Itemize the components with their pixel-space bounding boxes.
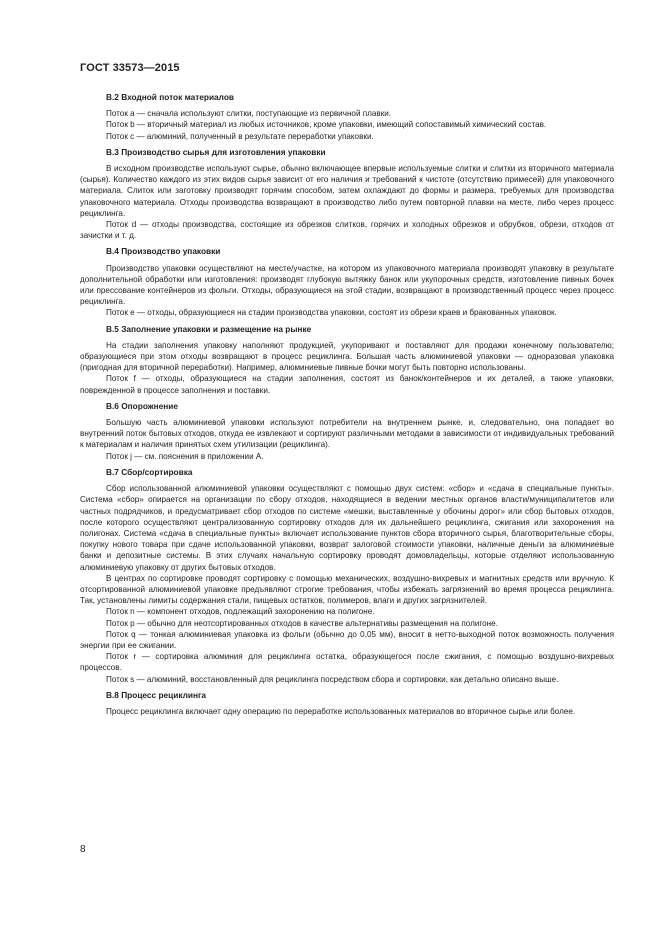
paragraph: В центрах по сортировке проводят сортировку с помощью механических, воздушно-вихревых и магнитных средств или вручную. К отсортированной алюминиевой упаковке предъявляют строгие требования, чтобы избежать загрязнений во время процесса рециклинга. Так, установлены лимиты содержания стали, пищевых остатков, полимеров, влаги и других загрязнителей. <box>80 573 614 606</box>
section-heading: В.4 Производство упаковки <box>106 246 221 257</box>
section-v8 <box>80 690 614 717</box>
paragraph: В исходном производстве используют сырье, обычно включающее впервые используемые слитки и слитки из вторичного материала (сырья). Количество каждого из этих видов сырья зависит от его наличия и требований к чистоте (отсутствию примесей) для упаковочного материала. Слиток или заготовку производят горячим способом, затем охлаждают до формы и размера, требуемых для производства упаковочного материала. Отходы производства возвращают в производство либо путем повторной плавки на месте, либо через процесс рециклинга. <box>80 164 614 218</box>
paragraph: Большую часть алюминиевой упаковки используют потребители на внутреннем рынке, и, следовательно, она попадает во внутренний поток бытовых отходов, откуда ее извлекают и сортируют различными методами в зависимости от индивидуальных требований к материалам и наличия принятых схем утилизации (рециклинга). <box>80 418 614 450</box>
paragraph: Поток c — алюминий, полученный в результате переработки упаковки. <box>106 131 374 141</box>
paragraph: Поток s — алюминий, восстановленный для рециклинга посредством сбора и сортировки, как детально описано выше. <box>106 674 559 684</box>
page-number: 8 <box>80 844 86 855</box>
document-body <box>80 92 614 722</box>
section-v4 <box>80 246 614 318</box>
section-heading: В.6 Опорожнение <box>106 400 179 411</box>
paragraph: Поток n — компонент отходов, подлежащий захоронению на полигоне. <box>106 607 375 617</box>
section-v6 <box>80 401 614 462</box>
paragraph: Поток f — отходы, образующиеся на стадии заполнения, состоят из банок/контейнеров и их деталей, а также упаковки, поврежденной в процессе заполнения и поставки. <box>80 374 614 395</box>
paragraph: Поток b — вторичный материал из любых источников, кроме упаковки, имеющий сопоставимый химический состав. <box>106 120 547 130</box>
paragraph: Процесс рециклинга включает одну операцию по переработке использованных материалов во вторичное сырье или более. <box>106 706 576 716</box>
section-v2 <box>80 92 614 142</box>
paragraph: Поток d — отходы производства, состоящие из обрезков слитков, горячих и холодных обрезков и обрубков, обрези, отходов от зачистки и т. д. <box>80 220 614 241</box>
paragraph: Поток r — сортировка алюминия для рециклинга остатка, образующегося после сжигания, с помощью воздушно-вихревых процессов. <box>80 652 614 673</box>
section-v3 <box>80 147 614 242</box>
paragraph: Поток j — см. пояснения в приложении А. <box>106 451 264 461</box>
paragraph: Поток p — обычно для неотсортированных отходов в качестве альтернативы размещения на полигоне. <box>106 618 498 628</box>
paragraph: Поток a — сначала используют слитки, поступающие из первичной плавки. <box>106 109 392 119</box>
section-v7 <box>80 467 614 685</box>
document-code: ГОСТ 33573—2015 <box>80 62 180 74</box>
paragraph: Поток e — отходы, образующиеся на стадии производства упаковки, состоят из обрези краев и бракованных упаковок. <box>106 308 557 318</box>
section-heading: В.2 Входной поток материалов <box>106 92 235 102</box>
section-heading: В.5 Заполнение упаковки и размещение на рынке <box>106 323 312 334</box>
paragraph: На стадии заполнения упаковку наполняют продукцией, укупоривают и поставляют для продажи конечному пользователю; образующиеся при этом отходы возвращают в процесс рециклинга. Большая часть алюминиевой упаковки — одноразовая упаковка (пригодная для вторичной переработки). Например, алюминиевые пивные бочки могут быть повторно использованы. <box>80 340 614 373</box>
section-heading: В.8 Процесс рециклинга <box>106 689 207 700</box>
section-v5 <box>80 324 614 396</box>
section-heading: В.3 Производство сырья для изготовления упаковки <box>106 146 326 157</box>
section-heading: В.7 Сбор/сортировка <box>106 466 193 477</box>
paragraph: Поток q — тонкая алюминиевая упаковка из фольги (обычно до 0,05 мм), вносит в нетто-выходной поток возможность получения энергии при ее сжигании. <box>80 629 614 650</box>
paragraph: Производство упаковки осуществляют на месте/участке, на котором из упаковочного материала производят упаковку в результате дополнительной обработки или изготовления: производят глубокую вытяжку банок или укупорочных средств, изготовление пивных бочек или прессование контейнеров из фольги. Отходы, образующиеся на этой стадии, возвращают в производственный процесс через процесс рециклинга. <box>80 263 614 307</box>
paragraph: Сбор использованной алюминиевой упаковки осуществляют с помощью двух систем: «сбор» и «сдача в специальные пункты». Система «сбор» опирается на организации по сбору отходов, находящиеся в ведении местных органов власти/муниципалитетов или частных подрядчиков, и предусматривает сбор отходов по системе «мешки, выставленные у обочины дорог» или сбор бытовых отходов, после которого осуществляют централизованную сортировку отходов для их дальнейшего рециклинга, сжигания или захоронения на полигонах. Система «сдача в специальные пункты» включает использование пунктов сбора вторичного сырья, благотворительные сборы, покупку нового товара при сдаче использованной упаковки, возврат залоговой стоимости упаковки, наличные деньги за алюминиевые банки и депозитные системы. В этих случаях начальную сортировку проводят домовладельцы, которые отделяют использованную алюминиевую упаковку от других бытовых отходов. <box>80 484 614 572</box>
